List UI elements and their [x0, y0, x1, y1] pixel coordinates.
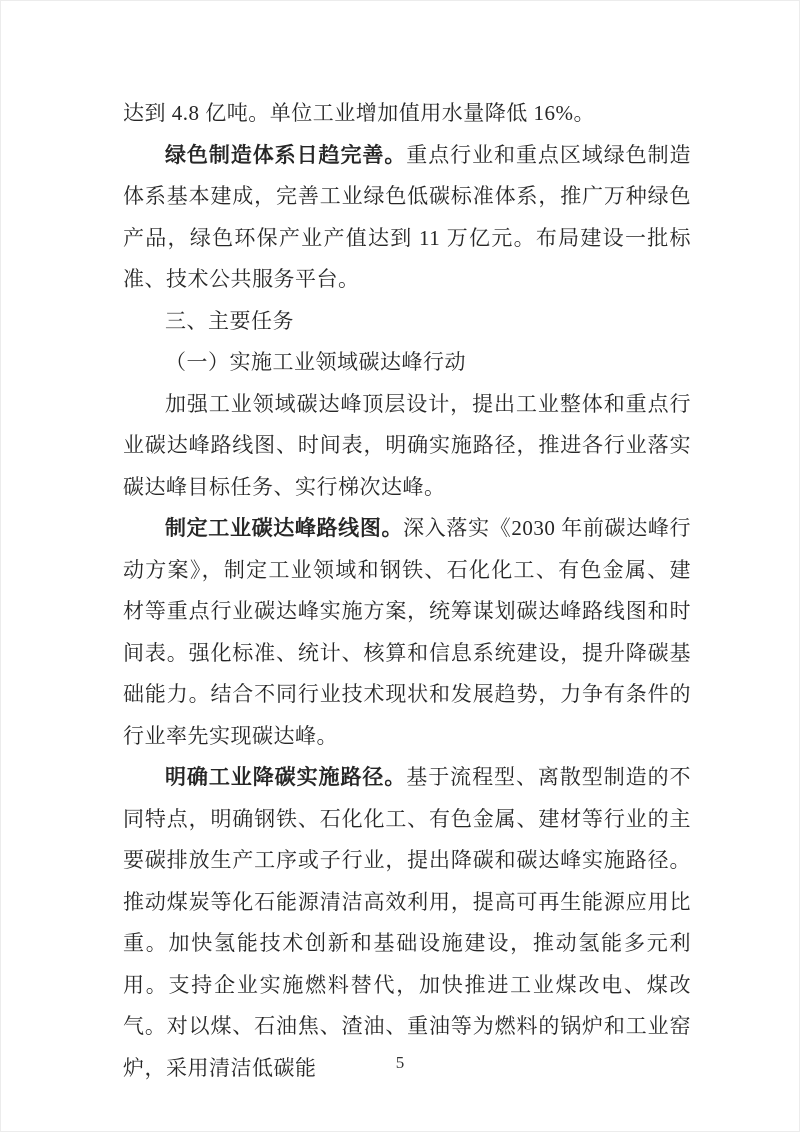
paragraph-path-lead: 明确工业降碳实施路径。 [165, 765, 407, 789]
paragraph-carbon-peak-roadmap [123, 508, 691, 757]
paragraph-carbon-reduction-path [123, 757, 691, 1089]
section-heading-main-tasks: 三、主要任务 [165, 309, 294, 333]
paragraph-green-manufacturing [123, 135, 691, 301]
paragraph-green-lead: 绿色制造体系日趋完善。 [165, 142, 407, 167]
paragraph-roadmap-lead: 制定工业碳达峰路线图。 [165, 516, 404, 540]
paragraph-continuation: 达到 4.8 亿吨。单位工业增加值用水量降低 16%。 [123, 101, 595, 125]
subsection-heading-carbon-peak-action: （一）实施工业领域碳达峰行动 [165, 350, 466, 374]
paragraph-top-level-design: 加强工业领域碳达峰顶层设计，提出工业整体和重点行业碳达峰路线图、时间表，明确实施路径，推进各行业落实碳达峰目标任务、实行梯次达峰。 [123, 391, 691, 499]
paragraph-green-body: 重点行业和重点区域绿色制造体系基本建成，完善工业绿色低碳标准体系，推广万种绿色产品，绿色环保产业产值达到 11 万亿元。布局建设一批标准、技术公共服务平台。 [123, 142, 692, 291]
paragraph-roadmap-body: 深入落实《2030 年前碳达峰行动方案》，制定工业领域和钢铁、石化化工、有色金属、建材等重点行业碳达峰实施方案，统筹谋划碳达峰路线图和时间表。强化标准、统计、核算和信息系统建设，提升降碳基础能力。结合不同行业技术现状和发展趋势，力争有条件的行业率先实现碳达峰。 [123, 516, 691, 748]
page-number: 5 [395, 1053, 405, 1072]
paragraph-path-body: 基于流程型、离散型制造的不同特点，明确钢铁、石化化工、有色金属、建材等行业的主要碳排放生产工序或子行业，提出降碳和碳达峰实施路径。推动煤炭等化石能源清洁高效利用，提高可再生能源应用比重。加快氢能技术创新和基础设施建设，推动氢能多元利用。支持企业实施燃料替代，加快推进工业煤改电、煤改气。对以煤、石油焦、渣油、重油等为燃料的锅炉和工业窑炉，采用清洁低碳能 [123, 765, 692, 1080]
page-content [123, 93, 691, 1089]
